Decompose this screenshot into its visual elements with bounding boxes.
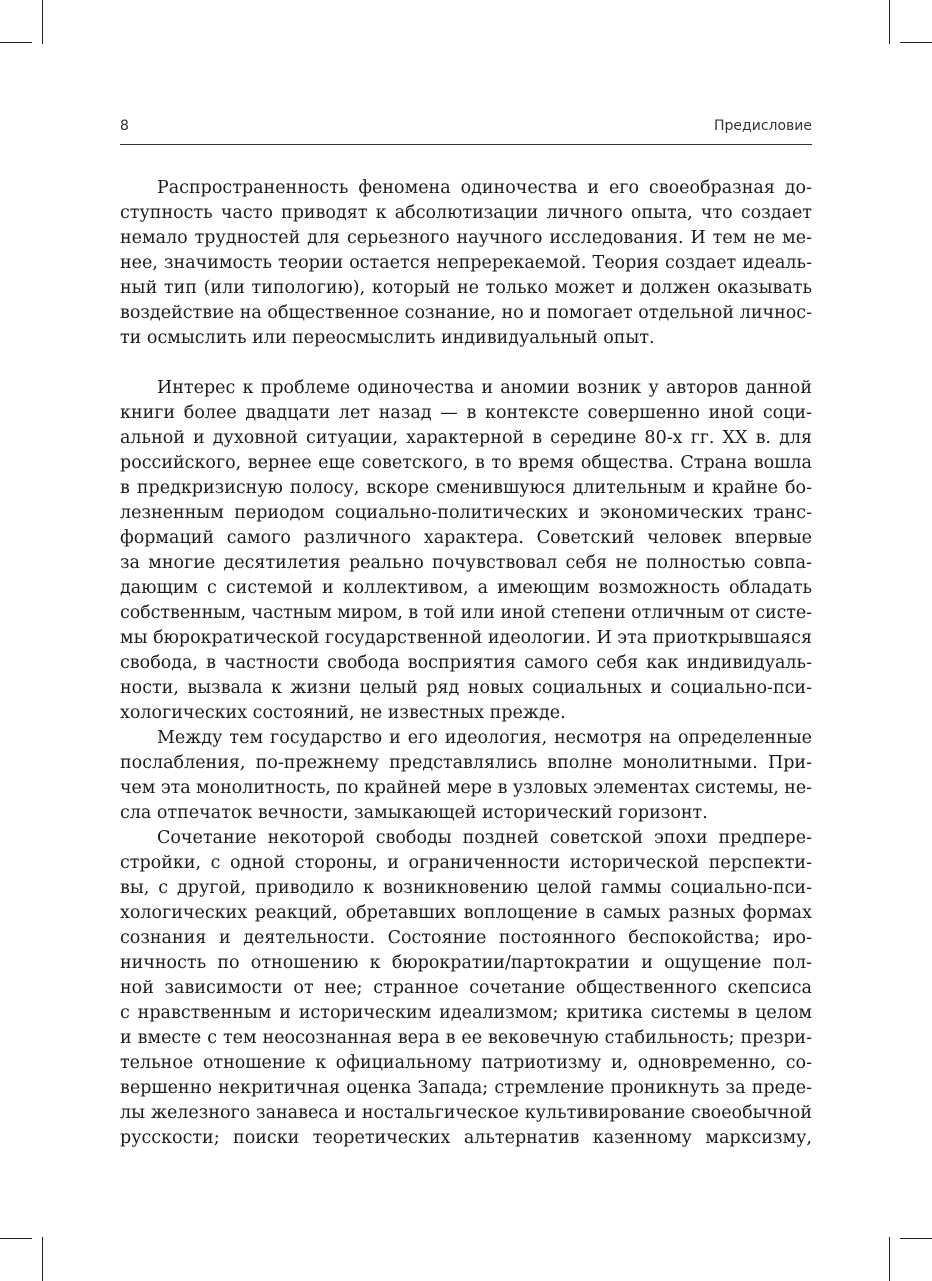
text-line: тельное отношение к официальному патриотизму и, одновременно, со- [120, 1053, 812, 1073]
text-line: российского, вернее еще советского, в то время общества. Страна вошла [120, 453, 812, 473]
text-line: хологических состояний, не известных прежде. [120, 703, 566, 723]
paragraph [120, 376, 812, 726]
text-line: лы железного занавеса и ностальгическое культивирование своеобычной [120, 1103, 812, 1123]
crop-mark-top-left [42, 0, 43, 44]
text-line: в предкризисную полосу, вскоре сменившуюся длительным и крайне бо- [120, 478, 812, 498]
crop-mark-bottom-left [42, 1237, 43, 1281]
text-line: ступность часто приводят к абсолютизации личного опыта, что создает [120, 203, 812, 223]
text-line: ничность по отношению к бюрократии/партократии и ощущение пол- [120, 953, 812, 973]
text-line: хологических реакций, обретавших воплощение в самых разных формах [120, 903, 812, 923]
text-line: с нравственным и историческим идеализмом; критика системы в целом [120, 1003, 812, 1023]
text-line: альной и духовной ситуации, характерной в середине 80-х гг. XX в. для [120, 428, 812, 448]
crop-mark-top-right [889, 0, 890, 44]
text-line: ной зависимости от нее; странное сочетание общественного скепсиса [120, 978, 812, 998]
text-line: стройки, с одной стороны, и ограниченности исторической перспекти- [120, 853, 812, 873]
text-line: сла отпечаток вечности, замыкающей исторический горизонт. [120, 803, 708, 823]
body-text [120, 176, 812, 1151]
text-line: чем эта монолитность, по крайней мере в узловых элементах системы, не- [120, 778, 812, 798]
section-title: Предисловие [714, 118, 812, 134]
text-line: и вместе с тем неосознанная вера в ее вековечную стабильность; презри- [120, 1028, 812, 1048]
crop-mark-bottom-left-h [0, 1238, 32, 1239]
crop-mark-bottom-right [889, 1237, 890, 1281]
text-line: воздействие на общественное сознание, но и помогает отдельной личнос- [120, 303, 812, 323]
page-number: 8 [120, 118, 129, 134]
running-head [120, 116, 812, 145]
paragraph [120, 726, 812, 826]
text-line: русскости; поиски теоретических альтернатив казенному марксизму, [120, 1128, 812, 1148]
text-line: нее, значимость теории остается непререкаемой. Теория создает идеаль- [120, 253, 812, 273]
crop-mark-bottom-right-h [900, 1238, 932, 1239]
text-line: Распространенность феномена одиночества и его своеобразная до- [157, 178, 812, 198]
text-line: ности, вызвала к жизни целый ряд новых социальных и социально-пси- [120, 678, 812, 698]
crop-mark-top-left-h [0, 42, 32, 43]
text-line: формаций самого различного характера. Советский человек впервые [120, 528, 812, 548]
text-line: свобода, в частности свобода восприятия самого себя как индивидуаль- [120, 653, 812, 673]
text-line: сознания и деятельности. Состояние постоянного беспокойства; иро- [120, 928, 812, 948]
text-line: послабления, по-прежнему представлялись вполне монолитными. При- [120, 753, 812, 773]
text-line: лезненным периодом социально-политических и экономических транс- [120, 503, 812, 523]
text-line: немало трудностей для серьезного научного исследования. И тем не ме- [120, 228, 812, 248]
text-line: дающим с системой и коллективом, а имеющим возможность обладать [120, 578, 812, 598]
paragraph [120, 176, 812, 351]
text-line: ный тип (или типологию), который не только может и должен оказывать [120, 278, 812, 298]
text-line: вершенно некритичная оценка Запада; стремление проникнуть за преде- [120, 1078, 812, 1098]
text-line: Сочетание некоторой свободы поздней советской эпохи предпере- [157, 828, 812, 848]
text-line: книги более двадцати лет назад — в контексте совершенно иной соци- [120, 403, 812, 423]
text-line: ти осмыслить или переосмыслить индивидуальный опыт. [120, 328, 655, 348]
paragraph [120, 826, 812, 1151]
text-line: собственным, частным миром, в той или иной степени отличным от систе- [120, 603, 813, 623]
text-line: Между тем государство и его идеология, несмотря на определенные [157, 728, 812, 748]
text-line: мы бюрократической государственной идеологии. И эта приоткрывшаяся [120, 628, 812, 648]
text-line: вы, с другой, приводило к возникновению целой гаммы социально-пси- [120, 878, 812, 898]
crop-mark-top-right-h [900, 42, 932, 43]
text-line: Интерес к проблеме одиночества и аномии возник у авторов данной [157, 378, 812, 398]
text-line: за многие десятилетия реально почувствовал себя не полностью совпа- [120, 553, 812, 573]
